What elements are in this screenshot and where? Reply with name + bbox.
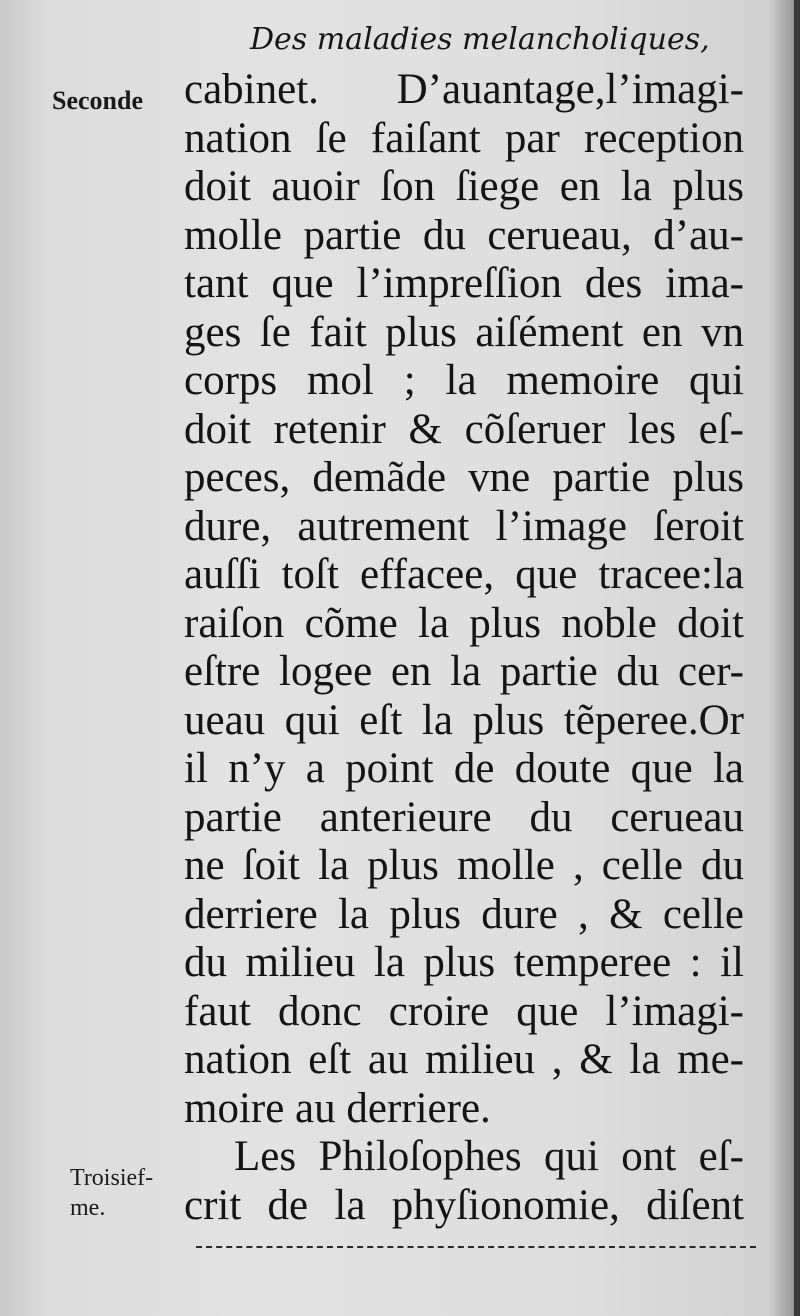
text-line: corps mol ; la memoire qui: [184, 357, 744, 404]
text-line: crit de la phyſionomie, diſent: [184, 1181, 744, 1229]
text-line: tant que l’impreſſion des ima-: [184, 260, 744, 307]
text-line: Les Philoſophes qui ont eſ-: [234, 1133, 744, 1180]
text-line: ueau qui eſt la plus tẽperee.Or: [184, 696, 744, 744]
text-line: auſſi toſt effacee, que tracee:la: [184, 551, 744, 598]
marginal-note-line: Troisief-: [70, 1165, 154, 1191]
text-line: partie anterieure du cerueau: [184, 793, 744, 841]
text-line: raiſon cõme la plus noble doit: [184, 599, 744, 647]
text-line: faut donc croire que l’imagi-: [184, 987, 744, 1035]
text-line: moire au derriere.: [184, 1084, 491, 1132]
running-head: Des maladies melancholiques,: [250, 22, 710, 57]
text-line: derriere la plus dure , & celle: [184, 890, 744, 938]
text-line: eſtre logee en la partie du cer-: [184, 648, 744, 695]
marginal-note-line: me.: [70, 1195, 106, 1221]
text-line: doit auoir ſon ſiege en la plus: [184, 163, 744, 210]
text-line: ges ſe fait plus aiſément en vn: [184, 308, 744, 356]
text-line: peces, demãde vne partie plus: [184, 454, 744, 501]
text-line: nation ſe faiſant par reception: [184, 114, 744, 162]
body-text: [184, 66, 744, 1230]
text-line: du milieu la plus temperee : il: [184, 939, 744, 986]
page-edge-shadow: [794, 0, 800, 1316]
text-line: dure, autrement l’image ſeroit: [184, 502, 744, 550]
text-line: molle partie du cerueau, d’au-: [184, 211, 744, 259]
text-line: ne ſoit la plus molle , celle du: [184, 842, 744, 889]
marginal-note-seconde: Seconde: [52, 86, 143, 115]
text-line: nation eſt au milieu , & la me-: [184, 1036, 744, 1083]
text-line: doit retenir & cõſeruer les eſ-: [184, 405, 744, 453]
ruled-underline: [196, 1246, 756, 1248]
text-line: il n’y a point de doute que la: [184, 745, 744, 792]
text-line: cabinet. D’auantage,l’imagi-: [184, 66, 744, 113]
marginal-note-troisiesme: [70, 1163, 153, 1223]
